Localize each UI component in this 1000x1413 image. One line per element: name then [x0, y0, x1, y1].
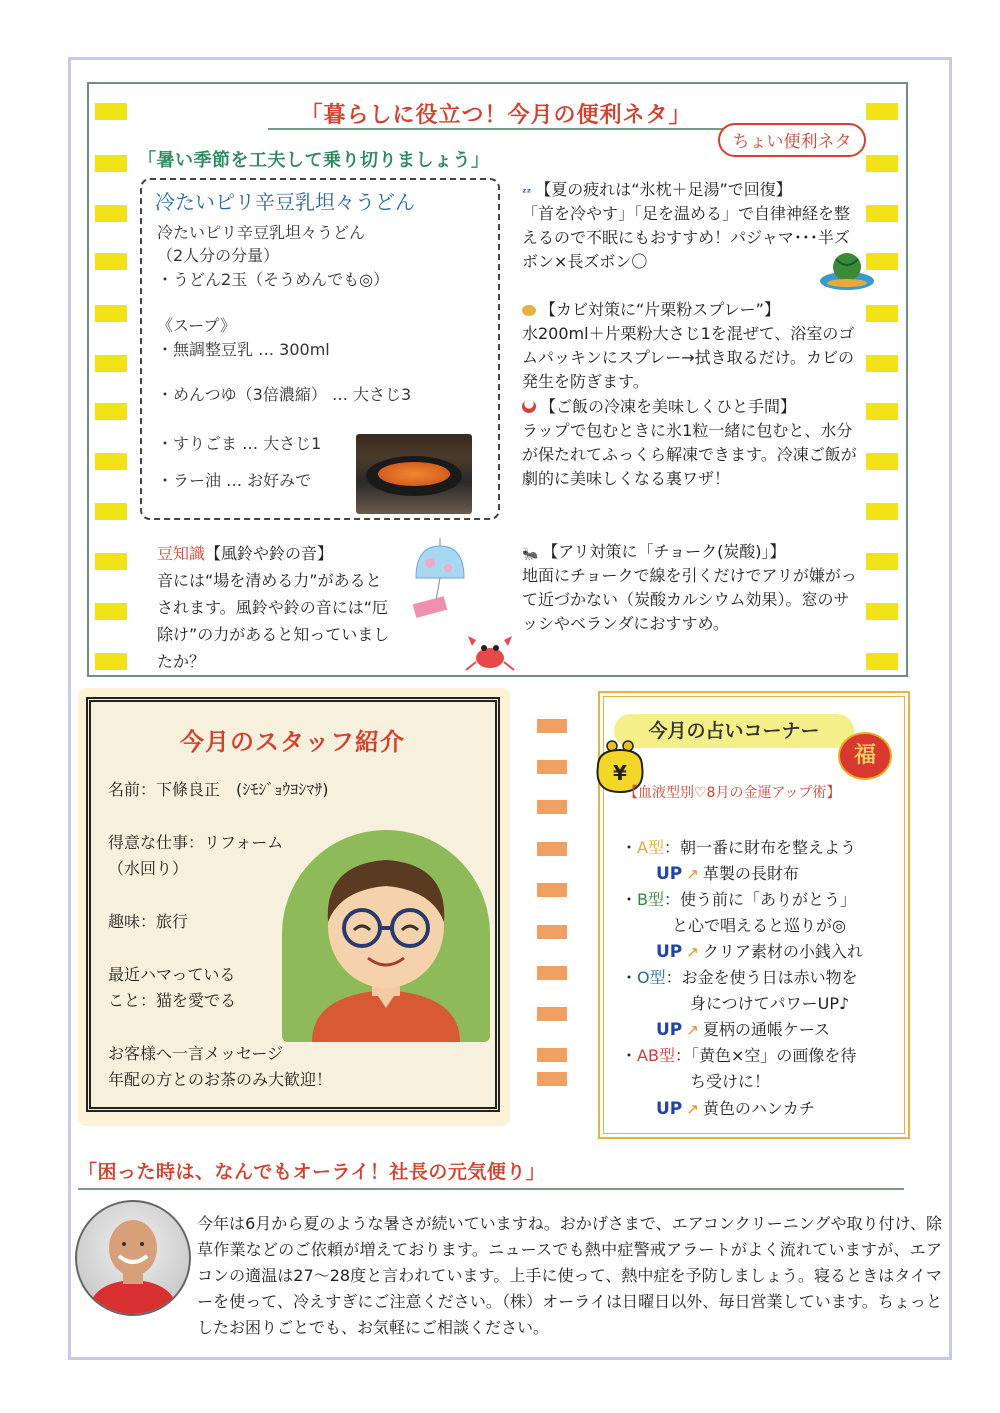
blood-type-b: B型 — [637, 890, 664, 909]
deco-stripe — [866, 603, 898, 620]
deco-dash — [537, 883, 567, 897]
fortune-b: ・B型：使う前に「ありがとう」 — [621, 890, 857, 909]
deco-stripe — [866, 305, 898, 322]
deco-stripe — [866, 403, 898, 420]
zzz-icon: ᶻᶻ — [522, 186, 532, 199]
title-underline — [268, 128, 724, 130]
tip-head: 【アリ対策に「チョーク(炭酸)」】 — [542, 542, 786, 561]
deco-dash — [537, 760, 567, 774]
trivia-block — [157, 540, 397, 675]
blood-type-o: O型 — [637, 968, 666, 987]
up-arrow-icon: ↗ — [686, 1100, 699, 1118]
trivia-body: 音には“場を清める力”があるとされます。風鈴や鈴の音には“厄除け”の力があると知っていましたか？ — [157, 571, 390, 671]
ceo-title-underline — [78, 1188, 904, 1190]
rice-bowl-icon — [522, 400, 536, 413]
fortune-o-item — [656, 1017, 830, 1040]
deco-stripe — [866, 103, 898, 120]
blood-type-a: A型 — [637, 838, 664, 857]
up-arrow-icon: ↗ — [686, 1021, 699, 1039]
up-label: UP — [656, 864, 683, 884]
fortune-b-item — [656, 939, 863, 962]
fortune-o-text: ：お金を使う日は赤い物を — [665, 968, 858, 987]
tips-title: 「暮らしに役立つ！今月の便利ネタ」 — [300, 103, 692, 128]
deco-dash — [537, 1048, 567, 1062]
staff-work: 得意な仕事：リフォーム — [108, 833, 284, 852]
staff-recent: 最近ハマっている — [108, 965, 236, 984]
ceo-message: 今年は6月から夏のような暑さが続いていますね。おかげさまで、エアコンクリーニングや取り付け、除草作業などのご依頼が増えております。ニュースでも熱中症警戒アラートがよく流れていますが、エアコンの適温は27～28度と言われています。上手に使って、熱中症を予防しましょう。寝るときはタイマーを使って、冷えすぎにご注意ください。（株）オーライは日曜日以外、毎日営業しています。ちょっとしたお困りごとでも、お気軽にご相談ください。 — [197, 1214, 942, 1337]
deco-stripe — [866, 453, 898, 470]
tips-badge: ちょい便利ネタ — [718, 123, 866, 157]
recipe-line: ・すりごま … 大さじ1 — [157, 434, 322, 453]
recipe-line: ・めんつゆ（3倍濃縮） … 大さじ3 — [157, 385, 412, 404]
trivia-head: 【風鈴や鈴の音】 — [205, 544, 334, 563]
ant-icon: 🐜 — [522, 547, 539, 562]
ceo-photo — [75, 1200, 191, 1316]
fortune-b-cont: と心で唱えると巡りが◎ — [672, 916, 846, 935]
deco-stripe — [95, 355, 127, 372]
tip-item — [522, 178, 862, 274]
wind-chime-icon — [396, 538, 476, 628]
fortune-title: 今月の占いコーナー — [614, 714, 854, 748]
tip-head: 【夏の疲れは“氷枕＋足湯”で回復】 — [535, 180, 792, 199]
staff-message: 年配の方とのお茶のみ大歓迎！ — [108, 1070, 333, 1089]
recipe-line: ・無調整豆乳 … 300ml — [157, 340, 330, 359]
deco-stripe — [866, 355, 898, 372]
fortune-ab: ・AB型：「黄色×空」の画像を待 — [621, 1046, 857, 1065]
trivia-label: 豆知識 — [157, 544, 206, 563]
fortune-o: ・O型：お金を使う日は赤い物を — [621, 968, 858, 987]
recipe-line: 冷たいピリ辛豆乳坦々うどん — [157, 223, 366, 242]
up-arrow-icon: ↗ — [686, 943, 699, 961]
staff-hobby: 趣味：旅行 — [108, 912, 189, 931]
watermelon-icon — [818, 245, 876, 291]
recipe-line: 《スープ》 — [157, 316, 236, 335]
tip-body: 水200ml＋片栗粉大さじ1を混ぜて、浴室のゴムパッキンにスプレー→拭き取るだけ。カビの発生を防ぎます。 — [522, 324, 855, 391]
fortune-b-item-text: クリア素材の小銭入れ — [702, 942, 863, 961]
deco-dash — [537, 1007, 567, 1021]
deco-stripe — [95, 553, 127, 570]
deco-stripe — [95, 205, 127, 222]
staff-recent-detail: こと：猫を愛でる — [108, 991, 237, 1010]
recipe-line: ・ラー油 … お好みで — [157, 471, 312, 490]
tip-item — [522, 298, 862, 394]
staff-message-label: お客様へ一言メッセージ — [108, 1044, 284, 1063]
potato-icon — [522, 305, 536, 316]
deco-stripe — [866, 205, 898, 222]
deco-stripe — [95, 305, 127, 322]
recipe-line: ・うどん2玉（そうめんでも◎） — [157, 270, 390, 289]
fortune-ab-item-text: 黄色のハンカチ — [702, 1099, 815, 1118]
fortune-ab-item — [656, 1096, 815, 1119]
tip-body: 「首を冷やす」「足を温める」で自律神経を整えるので不眠にもおすすめ！パジャマ･･･半ズボン×長ズボン〇 — [522, 204, 851, 271]
tip-body: ラップで包むときに氷1粒一緒に包むと、水分が保たれてふっくら解凍できます。冷凍ご飯が劇的に美味しくなる裏ワザ！ — [522, 421, 857, 488]
deco-stripe — [866, 155, 898, 172]
deco-dash — [537, 1072, 567, 1086]
deco-stripe — [95, 253, 127, 270]
lantern-character: 福 — [853, 743, 876, 768]
fortune-ab-cont: ち受けに！ — [690, 1072, 771, 1091]
tip-head: 【カビ対策に“片栗粉スプレー”】 — [540, 300, 780, 319]
tip-item — [522, 540, 862, 636]
staff-title: 今月のスタッフ紹介 — [180, 728, 405, 756]
staff-work-detail: （水回り） — [108, 859, 189, 878]
fortune-subtitle: 【血液型別♡8月の金運アップ術】 — [624, 785, 841, 801]
tips-subtitle: 「暑い季節を工夫して乗り切りましょう」 — [138, 150, 490, 171]
svg-text:¥: ¥ — [613, 761, 627, 785]
tip-head: 【ご飯の冷凍を美味しくひと手間】 — [540, 397, 797, 416]
crab-icon — [464, 632, 516, 676]
deco-stripe — [95, 603, 127, 620]
up-label: UP — [656, 942, 683, 962]
fortune-o-item-text: 夏柄の通帳ケース — [702, 1020, 831, 1039]
fortune-o-cont: 身につけてパワーUP♪ — [690, 994, 850, 1013]
fortune-ab-text: ：「黄色×空」の画像を待 — [674, 1046, 857, 1065]
fortune-a-text: ：朝一番に財布を整えよう — [663, 838, 856, 857]
lantern-icon — [838, 732, 892, 780]
tip-body: 地面にチョークで線を引くだけでアリが嫌がって近づかない（炭酸カルシウム効果）。窓のサッシやベランダにおすすめ。 — [522, 566, 857, 633]
deco-stripe — [95, 503, 127, 520]
fortune-a: ・A型：朝一番に財布を整えよう — [621, 838, 856, 857]
deco-dash — [537, 966, 567, 980]
deco-stripe — [866, 503, 898, 520]
blood-type-ab: AB型 — [637, 1046, 675, 1065]
deco-stripe — [95, 103, 127, 120]
deco-dash — [537, 800, 567, 814]
ceo-title: 「困った時は、なんでもオーライ！社長の元気便り」 — [78, 1161, 546, 1183]
deco-stripe — [866, 553, 898, 570]
noodle-photo — [356, 434, 472, 514]
deco-stripe — [95, 155, 127, 172]
deco-dash — [537, 842, 567, 856]
tip-item — [522, 395, 862, 491]
recipe-line: （2人分の分量） — [157, 246, 280, 265]
staff-portrait — [282, 830, 490, 1042]
deco-stripe — [95, 653, 127, 670]
deco-dash — [537, 719, 567, 733]
deco-dash — [537, 925, 567, 939]
up-label: UP — [656, 1099, 683, 1119]
deco-stripe — [866, 653, 898, 670]
fortune-a-item — [656, 861, 799, 884]
up-arrow-icon: ↗ — [686, 865, 699, 883]
up-label: UP — [656, 1020, 683, 1040]
deco-stripe — [95, 453, 127, 470]
deco-stripe — [95, 403, 127, 420]
fortune-a-item-text: 革製の長財布 — [702, 864, 799, 883]
fortune-b-text: ：使う前に「ありがとう」 — [664, 890, 857, 909]
recipe-title: 冷たいピリ辛豆乳坦々うどん — [155, 190, 415, 214]
staff-name: 名前：下條良正 (ｼﾓｼﾞｮｳﾖｼﾏｻ) — [108, 780, 329, 799]
